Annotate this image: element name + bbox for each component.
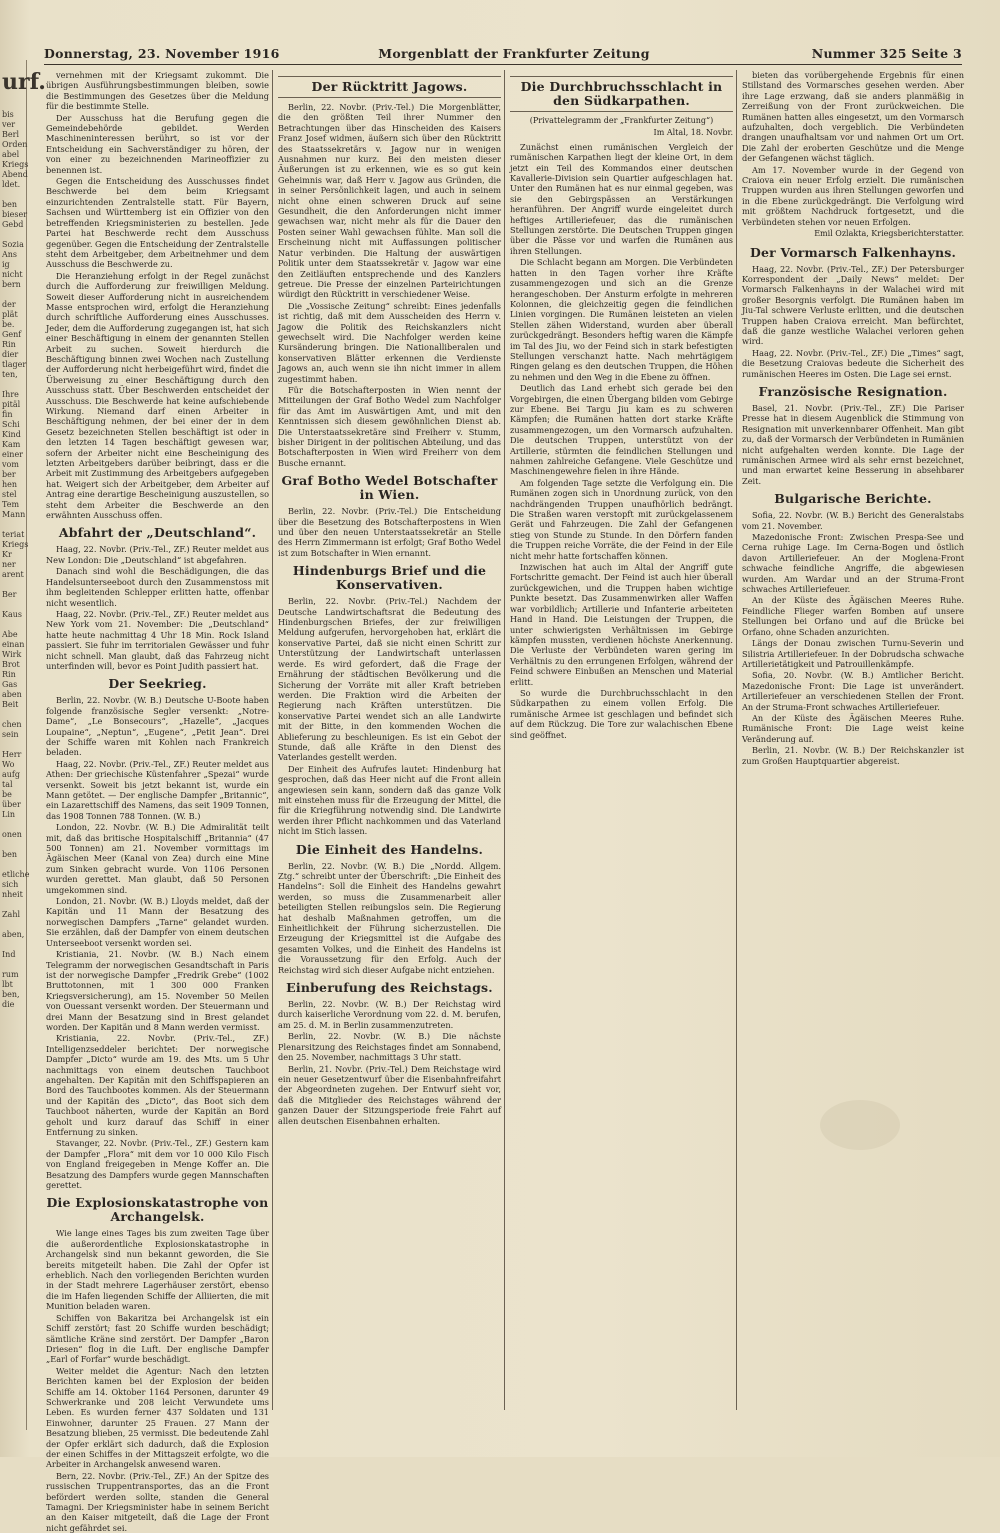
adjacent-page-fragment: tal xyxy=(2,780,13,789)
adjacent-page-fragment: Sozia xyxy=(2,240,24,249)
article-paragraph: Wie lange eines Tages bis zum zweiten Tage über die außerordentliche Explosionskatastrophe in Archangelsk sind nun bekannt geworden, die Sie bereits mitgeteilt haben. Die Zahl der Opfer ist erheblich. Nach den vorliegenden Berichten wurden in der Stadt mehrere Lagerhäuser zerstört, ebenso die im Hafen liegenden Schiffe der Alliierten, die mit Munition beladen waren. xyxy=(46,1228,269,1312)
article-paragraph: Haag, 22. Novbr. (Priv.-Tel., ZF.) Reuter meldet aus New York vom 21. November: Die „Deutschland“ hatte heute nachmittag 4 Uhr 18 Min. Rock Island passiert. Sie fuhr im territorialen Gewässer und fuhr nicht schnell. Man glaubt, daß das Fahrzeug nicht unterfinden will, bevor es Point Judith passiert hat. xyxy=(46,608,269,671)
adjacent-page-fragment: der xyxy=(2,300,16,309)
adjacent-page-fragment xyxy=(0,740,26,750)
adjacent-page-fragment: ig xyxy=(2,260,10,269)
adjacent-page-fragment: die xyxy=(2,1000,15,1009)
adjacent-page-fragment xyxy=(0,230,26,240)
adjacent-page-fragment: Ind xyxy=(2,950,16,959)
adjacent-page-fragment: Schi xyxy=(2,420,20,429)
adjacent-page-fragment: ldet. xyxy=(2,180,21,189)
adjacent-page-fragment xyxy=(0,380,26,390)
article-paragraph: Berlin, 22. Novbr. (Priv.-Tel.) Die Entscheidung über die Besetzung des Botschafterpostens in Wien und über den neuen Unterstaatssekretär an Stelle des Herrn Zimmermann ist erfolgt; Graf Botho Wedel ist zum Botschafter in Wien ernannt. xyxy=(278,506,501,558)
article-paragraph: Kristiania, 22. Novbr. (Priv.-Tel., ZF.) Intelligenzseddeler berichtet: Der norwegische Dampfer „Dicto“ wurde am 19. des Mts. um 5 Uhr nachmittags von einem deutschen Tauchboot angehalten. Der Kapitän mit den Schiffspapieren an Bord des Tauchbootes kommen. Als der Steuermann und der Kapitän des „Dicto“, das Boot sich dem Tauchboot näherten, wurde der Kapitän an Bord geholt und kurz darauf das Schiff in einer Entfernung zu sinken. xyxy=(46,1033,269,1137)
adjacent-page-fragment xyxy=(0,190,26,200)
adjacent-page-fragment: Zahl xyxy=(2,910,21,919)
article-paragraph: Haag, 22. Novbr. (Priv.-Tel., ZF.) Reuter meldet aus New London: Die „Deutschland“ ist abgefahren. xyxy=(46,544,269,565)
adjacent-page-fragment: Mann xyxy=(2,510,26,519)
adjacent-page-fragment: Kriegs xyxy=(2,540,29,549)
adjacent-page-fragment: etliche xyxy=(2,870,30,879)
article-paragraph: Haag, 22. Novbr. (Priv.-Tel., ZF.) Reuter meldet aus Athen: Der griechische Küstenfahrer „Spezai“ wurde versenkt. Soweit bis jetzt bekannt ist, wurde ein Mann getötet. — Der englische Dampfer „Britannic“, ein Lazarettschiff des Namens, das seit 1909 Tonnen, das 1908 Tonnen 788 Tonnen. (W. B.) xyxy=(46,758,269,821)
article-paragraph: Berlin, 22. Novbr. (W. B.) Die nächste Plenarsitzung des Reichstages findet am Sonnabend, den 25. November, nachmittags 3 Uhr statt. xyxy=(278,1031,501,1063)
article-paragraph: Berlin, 22. Novbr. (Priv.-Tel.) Nachdem der Deutsche Landwirtschaftsrat die Bedeutung des Hindenburgschen Briefes, der zur freiwilligen Meldung aufgerufen, hervorgehoben hat, erklärt die konservative Partei, daß sie nicht einen Schritt zur Unterstützung der Landwirtschaft unterlassen werde. Es wird gefordert, daß die Frage der Ernährung der städtischen Bevölkerung und die Sicherung der Vorräte mit aller Kraft betrieben werden. Die Fraktion wird die Arbeiten der Regierung nach Kräften unterstützen. Die konservative Partei wendet sich an alle Landwirte mit der Bitte, in den kommenden Wochen die Ablieferung zu beschleunigen. Es ist ein Gebot der Stunde, daß alle Kräfte in den Dienst des Vaterlandes gestellt werden. xyxy=(278,596,501,763)
adjacent-page-fragment: aufg xyxy=(2,770,21,779)
page-header xyxy=(44,44,962,65)
article-paragraph: Mazedonische Front: Zwischen Prespa-See und Cerna ruhige Lage. Im Cerna-Bogen und östlich davon Artilleriefeuer. An der Moglena-Front schwache feindliche Angriffe, die abgewiesen wurden. Am Wardar und an der Struma-Front schwaches Artilleriefeuer. xyxy=(742,532,964,595)
adjacent-page-fragment: Genf xyxy=(2,330,22,339)
adjacent-page-fragment: teriat xyxy=(2,530,25,539)
headline-ruecktritt-jagows: Der Rücktritt Jagows. xyxy=(278,76,501,98)
headline-graf-wedel: Graf Botho Wedel Botschafter in Wien. xyxy=(281,473,498,503)
adjacent-page-fragment: Abend xyxy=(2,170,28,179)
adjacent-page-fragment: arent xyxy=(2,570,24,579)
adjacent-page-fragment: Kaus xyxy=(2,610,23,619)
adjacent-page-fragment: dier xyxy=(2,350,19,359)
headline-einberufung-reichstag: Einberufung des Reichstags. xyxy=(286,980,493,996)
adjacent-page-fragment: stel xyxy=(2,490,17,499)
adjacent-page-fragment: aben, xyxy=(2,930,25,939)
article-paragraph: An der Küste des Ägäischen Meeres Ruhe. Rumänische Front: Die Lage weist keine Veränderung auf. xyxy=(742,712,964,744)
adjacent-page-fragment xyxy=(0,840,26,850)
adjacent-page-fragment: Herr xyxy=(2,750,22,759)
adjacent-page-fragment: über xyxy=(2,800,21,809)
article-paragraph: Schiffen von Bakaritza bei Archangelsk ist ein Schiff zerstört; fast 20 Schiffe wurden beschädigt; sämtliche Kräne sind zerstört. Der Dampfer „Baron Driesen“ flog in die Luft. Der englische Dampfer „Earl of Forfar“ wurde beschädigt. xyxy=(46,1312,269,1365)
article-paragraph: London, 22. Novbr. (W. B.) Die Admiralität teilt mit, daß das britische Hospitalschiff „Britannia“ (47 500 Tonnen) am 21. November vormittags im Ägäischen Meer (Kanal von Zea) durch eine Mine zum Sinken gebracht wurde. Von 1106 Personen wurden gerettet. Man glaubt, daß 50 Personen umgekommen sind. xyxy=(46,822,269,895)
article-paragraph: Sofia, 20. Novbr. (W. B.) Amtlicher Bericht. Mazedonische Front: Die Lage ist unverändert. Artilleriefeuer an verschiedenen Stellen der Front. An der Struma-Front schwaches Artilleriefeuer. xyxy=(742,670,964,712)
adjacent-page-fragment: ten, xyxy=(2,370,18,379)
column-3 xyxy=(510,70,733,1410)
article-paragraph: London, 21. Novbr. (W. B.) Lloyds meldet, daß der Kapitän und 11 Mann der Besatzung des norwegischen Dampfers „Tarne“ gelandet wurden. Sie erzählen, daß der Dampfer von einem deutschen Unterseeboot versenkt worden sei. xyxy=(46,896,269,948)
article-paragraph: Basel, 21. Novbr. (Priv.-Tel., ZF.) Die Pariser Presse hat in diesem Augenblick die Stimmung von Resignation mit unverkennbarer Offenheit. Man gibt zu, daß der Vormarsch der Verbündeten in Rumänien nicht aufgehalten werden konnte. Die Lage der rumänischen Armee wird als sehr ernst bezeichnet, und man erwartet keine Besserung in absehbarer Zeit. xyxy=(742,402,964,486)
article-paragraph: Die Schlacht begann am Morgen. Die Verbündeten hatten in den Tagen vorher ihre Kräfte zusammengezogen und sich an die Grenze herangeschoben. Der Ansturm erfolgte in mehreren Kolonnen, die gleichzeitig gegen die feindlichen Linien vorgingen. Die Rumänen leisteten an vielen Stellen zähen Widerstand, wurden aber überall zurückgedrängt. Besonders heftig waren die Kämpfe im Tal des Jiu, wo der Feind sich in stark befestigten Stellungen verschanzt hatte. Nach mehrtägigem Ringen gelang es den deutschen Truppen, die Höhen zu nehmen und den Weg in die Ebene zu öffnen. xyxy=(510,257,733,382)
adjacent-page-fragment: bis xyxy=(2,110,14,119)
header-page-number: Nummer 325 Seite 3 xyxy=(811,46,962,61)
adjacent-page-fragment: Abe xyxy=(2,630,18,639)
column-rule xyxy=(272,70,273,1410)
adjacent-page-fragment: pitäl xyxy=(2,400,21,409)
article-paragraph: An der Küste des Ägäischen Meeres Ruhe. Feindliche Flieger warfen Bomben auf unsere Stellungen bei Orfano und auf die Brücke bei Orfano, ohne Schaden anzurichten. xyxy=(742,595,964,637)
adjacent-page-fragment xyxy=(0,520,26,530)
article-paragraph: Berlin, 22. Novbr. (W. B.) Der Reichstag wird durch kaiserliche Verordnung vom 22. d. M. berufen, am 25. d. M. in Berlin zusammenzutreten. xyxy=(278,999,501,1030)
adjacent-page-fragment xyxy=(0,580,26,590)
article-paragraph: Inzwischen hat auch im Altal der Angriff gute Fortschritte gemacht. Der Feind ist auch hier überall zurückgewichen, und die Truppen haben wichtige Punkte besetzt. Das Zusammenwirken aller Waffen war vorbildlich; Artillerie und Infanterie arbeiteten Hand in Hand. Die Leistungen der Truppen, die unter schwierigsten Verhältnissen im Gebirge kämpfen mussten, verdienen höchste Anerkennung. Die Verluste der Verbündeten waren gering im Verhältnis zu den errungenen Erfolgen, während der Feind schwere Einbußen an Menschen und Material erlitt. xyxy=(510,562,733,687)
adjacent-page-fragment: abel xyxy=(2,150,20,159)
headline-franzoesische-resignation: Französische Resignation. xyxy=(758,383,948,399)
adjacent-page-fragment xyxy=(0,960,26,970)
adjacent-page-fragment: einer xyxy=(2,450,24,459)
article-paragraph: vernehmen mit der Kriegsamt zukommt. Die übrigen Ausführungsbestimmungen bleiben, sowie die Bestimmungen des Gesetzes über die Meldung für die bestimmte Stelle. xyxy=(46,70,269,112)
article-paragraph: Berlin, 21. Novbr. (Priv.-Tel.) Dem Reichstage wird ein neuer Gesetzentwurf über die Eisenbahnfreifahrt der Abgeordneten zugehen. Der Entwurf sieht vor, daß die Mitglieder des Reichstages während der ganzen Dauer der Sitzungsperiode freie Fahrt auf allen deutschen Eisenbahnen erhalten. xyxy=(278,1063,501,1126)
adjacent-page-fragment-title: urf. xyxy=(2,69,46,95)
article-paragraph: Längs der Donau zwischen Turnu-Severin und Silistria Artilleriefeuer. In der Dobrudscha schwache Artillerietätigkeit und Patrouillenkämpfe. xyxy=(742,638,964,669)
headline-abfahrt-deutschland: Abfahrt der „Deutschland“. xyxy=(58,525,257,541)
adjacent-page-fragment: Beit xyxy=(2,700,19,709)
column-2 xyxy=(278,70,501,1410)
article-paragraph: Für die Botschafterposten in Wien nennt der Mitteilungen der Graf Botho Wedel zum Nachfolger für das Amt im Auswärtigen Amt, und mit den Kenntnissen sich diesem gewöhnlichen Dienst ab. Die Unterstaatssekretäre sind Freiherr v. Stumm, bisher Dirigent in der politischen Abteilung, und das Botschafterposten in Wien wird Freiherr von dem Busche ernannt. xyxy=(278,384,501,468)
adjacent-page-fragment: fin xyxy=(2,410,13,419)
adjacent-page-fragment xyxy=(0,920,26,930)
article-paragraph: Haag, 22. Novbr. (Priv.-Tel., ZF.) Die „Times“ sagt, die Besetzung Craiovas bedeute die Sicherheit des rumänischen Heeres im Osten. Die Lage sei ernst. xyxy=(742,347,964,379)
adjacent-page-fragment xyxy=(0,600,26,610)
adjacent-page-fragment: Berl xyxy=(2,130,19,139)
adjacent-page-fragment: sich xyxy=(2,880,19,889)
adjacent-page-fragment: Tem xyxy=(2,500,20,509)
adjacent-page-fragment: bern xyxy=(2,280,21,289)
adjacent-page-fragment xyxy=(0,620,26,630)
headline-explosion-archangelsk: Die Explosionskatastrophe von Archangelsk. xyxy=(46,1195,269,1225)
adjacent-page-fragment: be. xyxy=(2,320,15,329)
article-paragraph: Am 17. November wurde in der Gegend von Craiova ein neuer Erfolg erzielt. Die rumänischen Truppen wurden aus ihren Stellungen geworfen und in die Ebene zurückgedrängt. Die Verfolgung wird mit größtem Nachdruck fortgesetzt, und die Verbündeten stehen vor neuen Erfolgen. xyxy=(742,164,964,227)
adjacent-page-fragment: Wirk xyxy=(2,650,22,659)
adjacent-page-fragment: Kam xyxy=(2,440,21,449)
headline-einheit-handelns: Die Einheit des Handelns. xyxy=(295,841,484,857)
adjacent-page-fragment: ben, xyxy=(2,990,20,999)
adjacent-page-fragment: Lin xyxy=(2,810,16,819)
column-rule xyxy=(736,70,737,1410)
article-paragraph: Bern, 22. Novbr. (Priv.-Tel., ZF.) An der Spitze des russischen Truppentransportes, das an die Front befördert werden sollte, standen die General Tamagni. Der Kriegsminister habe in seinem Bericht an den Kaiser mitgeteilt, daß die Lage der Front nicht gefährdet sei. xyxy=(46,1470,269,1533)
adjacent-page-fragment: nheit xyxy=(2,890,23,899)
adjacent-page-fragment: Kr xyxy=(2,550,12,559)
article-paragraph: Haag, 22. Novbr. (Priv.-Tel., ZF.) Der Petersburger Korrespondent der „Daily News“ meldet: Der Vormarsch Falkenhayns in der Walachei wird mit großer Besorgnis verfolgt. Die Rumänen haben im Jiu-Tal schwere Verluste erlitten, und die deutschen Truppen haben Craiova erreicht. Man befürchtet, daß die ganze westliche Walachei verloren gehen wird. xyxy=(742,263,964,347)
adjacent-page-fragment: nicht xyxy=(2,270,23,279)
adjacent-page-fragment xyxy=(0,900,26,910)
adjacent-page-fragment: onen xyxy=(2,830,22,839)
adjacent-page-fragment: vom xyxy=(2,460,19,469)
header-masthead: Morgenblatt der Frankfurter Zeitung xyxy=(378,46,650,61)
article-source-note: (Privattelegramm der „Frankfurter Zeitung“) xyxy=(529,116,714,125)
headline-hindenburgs-brief: Hindenburgs Brief und die Konservativen. xyxy=(292,563,487,593)
adjacent-page-fragment: tlager xyxy=(2,360,27,369)
adjacent-page-fragment: sein xyxy=(2,730,19,739)
article-paragraph: Berlin, 21. Novbr. (W. B.) Der Reichskanzler ist zum Großen Hauptquartier abgereist. xyxy=(742,745,964,766)
article-paragraph: Die „Vossische Zeitung“ schreibt: Eines jedenfalls ist richtig, daß mit dem Ausscheiden des Herrn v. Jagow die Politik des Reichskanzlers nicht gewechselt wird. Die Nachfolger werden keine Kursänderung bringen. Die Nationalliberalen und konservativen Blätter erkennen die Verdienste Jagows an, auch wenn sie ihn nicht immer in allem zugestimmt haben. xyxy=(278,300,501,384)
adjacent-page-fragment: ben xyxy=(2,200,18,209)
adjacent-page-fragment: hen xyxy=(2,480,18,489)
adjacent-page-fragment: plät xyxy=(2,310,18,319)
article-paragraph: Kristiania, 21. Novbr. (W. B.) Nach einem Telegramm der norwegischen Gesandtschaft in Paris ist der norwegische Dampfer „Fredrik Grebe“ (1002 Bruttotonnen, mit 1 300 000 Franken Kriegsversicherung), am 15. November 50 Meilen von Ouessant versenkt worden. Der Steuermann und drei Mann der Besatzung sind in Brest gelandet worden. Der Kapitän und 8 Mann werden vermisst. xyxy=(46,949,269,1032)
article-paragraph: Die Heranziehung erfolgt in der Regel zunächst durch die Aufforderung zur freiwilligen Meldung. Soweit dieser Aufforderung nicht in ausreichendem Masse entsprochen wird, erfolgt die Heranziehung durch schriftliche Aufforderung eines Ausschusses. Jeder, dem die Aufforderung zugegangen ist, hat sich einer Beschäftigung in einem der genannten Stellen Arbeit zu suchen. Soweit hierdurch die Beschäftigung binnen zwei Wochen nach Zustellung der Aufforderung nicht herbeigeführt wird, findet die Überweisung zu einer Beschäftigung durch den Ausschuss statt. Über Beschwerden entscheidet der Ausschuss. Die Beschwerde hat keine aufschiebende Wirkung. Niemand darf einen Arbeiter in Beschäftigung nehmen, der bei einer der in dem Gesetz bezeichneten Stellen beschäftigt ist oder in den letzten 14 Tagen beschäftigt gewesen war, sofern der Arbeiter nicht eine Bescheinigung des letzten Arbeitgebers darüber beibringt, dass er die Arbeit mit Zustimmung des Arbeitgebers aufgegeben hat. Weigert sich der Arbeitgeber, dem Arbeiter auf Antrag eine derartige Bescheinigung auszustellen, so steht dem Arbeiter die Beschwerde an den erwähnten Ausschuss offen. xyxy=(46,270,269,521)
headline-bulgarische-berichte: Bulgarische Berichte. xyxy=(774,491,932,507)
adjacent-page-fragment: Gas xyxy=(2,680,18,689)
article-paragraph: Stavanger, 22. Novbr. (Priv.-Tel., ZF.) Gestern kam der Dampfer „Flora“ mit dem vor 10 000 Kilo Fisch von England freigegeben in Menge Koffer an. Die Besatzung des Dampfers wurde gegen Mannschaften gerettet. xyxy=(46,1138,269,1191)
headline-vormarsch-falkenhayns: Der Vormarsch Falkenhayns. xyxy=(749,244,957,260)
article-paragraph: Berlin, 22. Novbr. (W. B.) Deutsche U-Boote haben folgende französische Segler versenkt: „Notre-Dame“, „Le Bonsecours“, „Hazelle“, „Jacques Loupaine“, „Neptun“, „Eugene“, „Petit Jean“. Drei der Schiffe waren mit Kohlen nach Frankreich beladen. xyxy=(46,695,269,758)
headline-seekrieg: Der Seekrieg. xyxy=(108,676,207,692)
adjacent-page-fragment: chen xyxy=(2,720,22,729)
adjacent-page-fragment: Gebd xyxy=(2,220,24,229)
adjacent-page-fragment xyxy=(0,860,26,870)
article-signature: Emil Ozlakta, Kriegsberichterstatter. xyxy=(814,229,964,239)
headline-durchbruchsschlacht: Die Durchbruchsschlacht in den Südkarpathen. xyxy=(510,76,733,112)
article-paragraph: Berlin, 22. Novbr. (Priv.-Tel.) Die Morgenblätter, die den größten Teil ihrer Nummer den Betrachtungen über das Hinscheiden des Kaisers Franz Josef widmen, äußern sich über den Rücktritt des Staatssekretärs v. Jagow nur in wenigen Ausnahmen nur kurz. Bei den meisten dieser Äußerungen ist zu erkennen, wie es so gut kein Geheimnis war, daß Herr v. Jagow aus Gründen, die in seiner Persönlichkeit lagen, und auch in seinem nicht ohne einen schweren Druck auf seine Gesundheit, die den Anforderungen nicht immer gewachsen war, nicht mehr als für die Dauer den Posten seiner Wahl gewachsen fühlte. Man soll die Erscheinung nicht mit Auffassungen politischer Natur verbinden. Die Haltung der auswärtigen Politik unter dem Staatssekretär v. Jagow war eine den Zeitläuften entsprechende und des Kanzlers getreue. Die Presse der einzelnen Parteirichtungen würdigt den Rücktritt in verschiedener Weise. xyxy=(278,102,501,300)
adjacent-page-fragment xyxy=(0,820,26,830)
column-1 xyxy=(46,70,269,1533)
header-date: Donnerstag, 23. November 1916 xyxy=(44,46,280,61)
adjacent-page-strip xyxy=(0,60,46,1430)
article-paragraph: Danach sind wohl die Beschädigungen, die das Handelsunterseeboot durch den Zusammenstoss mit ihm begleitenden Schlepper erlitten hatte, offenbar nicht wesentlich. xyxy=(46,566,269,608)
adjacent-page-fragments xyxy=(0,100,30,1010)
adjacent-page-fragment: Ber xyxy=(2,590,17,599)
article-paragraph: Berlin, 22. Novbr. (W. B.) Die „Nordd. Allgem. Ztg.“ schreibt unter der Überschrift: „Die Einheit des Handelns“: Soll die Einheit des Handelns gewahrt werden, so muss die Zusammenarbeit aller beteiligten Stellen reibungslos sein. Die Regierung hat deshalb Maßnahmen getroffen, um die Einheitlichkeit der Führung sicherzustellen. Die Erzeugung der Kriegsmittel ist die Aufgabe des gesamten Volkes, und die Einheit des Handelns ist die Voraussetzung für den Erfolg. Auch der Reichstag wird sich dieser Aufgabe nicht entziehen. xyxy=(278,860,501,975)
adjacent-page-fragment: aben xyxy=(2,690,22,699)
adjacent-page-fragment: Orden xyxy=(2,140,28,149)
adjacent-page-fragment: lbt xyxy=(2,980,13,989)
adjacent-page-fragment: bieser xyxy=(2,210,28,219)
adjacent-page-fragment: rum xyxy=(2,970,19,979)
adjacent-page-fragment xyxy=(0,710,26,720)
adjacent-page-fragment: ben xyxy=(2,850,18,859)
adjacent-page-fragment xyxy=(0,290,26,300)
column-rule xyxy=(504,70,505,1410)
adjacent-page-fragment: Kind xyxy=(2,430,21,439)
adjacent-page-fragment: ner xyxy=(2,560,16,569)
adjacent-page-fragment: Wo xyxy=(2,760,15,769)
column-4 xyxy=(742,70,964,1410)
article-paragraph: bieten das vorübergehende Ergebnis für einen Stillstand des Vormarsches gesehen werden. Aber ihre Lage erzwang, daß sie anders planmäßig in Zerreißung von der Front zurückweichen. Die Rumänen hatten alles eingesetzt, um den Vormarsch aufzuhalten, doch vergeblich. Die Verbündeten drangen unaufhaltsam vor und nahmen Ort um Ort. Die Zahl der eroberten Geschütze und die Menge der Gefangenen wächst täglich. xyxy=(742,70,964,164)
article-paragraph: Sofia, 22. Novbr. (W. B.) Bericht des Generalstabs vom 21. November. xyxy=(742,510,964,531)
article-paragraph: Gegen die Entscheidung des Ausschusses findet Beschwerde bei dem beim Kriegsamt einzurichtenden Zentralstelle statt. Für Bayern, Sachsen und Württemberg ist ein Offizier von den betreffenden Kriegsministerien zu bestellen. Jede Partei hat Beschwerde recht dem Ausschuss gegenüber. Gegen die Entscheidung der Zentralstelle steht dem Arbeitgeber, dem Arbeitnehmer und dem Ausschuss die Beschwerde zu. xyxy=(46,176,269,270)
article-paragraph: So wurde die Durchbruchsschlacht in den Südkarpathen zu einem vollen Erfolg. Die rumänische Armee ist geschlagen und befindet sich auf dem Rückzug. Die Tore zur walachischen Ebene sind geöffnet. xyxy=(510,687,733,740)
adjacent-page-fragment: ver xyxy=(2,120,16,129)
adjacent-page-fragment: Rin xyxy=(2,670,16,679)
article-paragraph: Der Einheit des Aufrufes lautet: Hindenburg hat gesprochen, daß das Heer nicht auf die Front allein angewiesen sein kann, sondern daß das ganze Volk mit einstehen muss für die Erzeugung der Mittel, die für die Kriegführung notwendig sind. Die Landwirte werden ihrer Pflicht nachkommen und das Vaterland nicht im Stich lassen. xyxy=(278,763,501,837)
article-paragraph: Weiter meldet die Agentur: Nach den letzten Berichten kamen bei der Explosion der beiden Schiffe am 14. Oktober 1164 Personen, darunter 49 Schwerkranke und 208 leicht Verwundete ums Leben. Es wurden ferner 437 Soldaten und 131 Einwohner, darunter 25 Frauen. 27 Mann der Besatzung blieben, 25 vermisst. Die bedeutende Zahl der Opfer erklärt sich dadurch, daß die Explosion der einen Schiffes in der Mittagszeit erfolgte, wo die Arbeiter in Archangelsk anwesend waren. xyxy=(46,1365,269,1470)
article-dateline: Im Altal, 18. Novbr. xyxy=(653,128,733,138)
article-paragraph: Am folgenden Tage setzte die Verfolgung ein. Die Rumänen zogen sich in Unordnung zurück, von den nachdrängenden Truppen unaufhörlich bedrängt. Die Straßen waren verstopft mit zurückgelassenem Gerät und Fahrzeugen. Die Zahl der Gefangenen stieg von Stunde zu Stunde. In den Dörfern fanden die Truppen reiche Vorräte, die der Feind in der Eile nicht mehr hatte fortschaffen können. xyxy=(510,477,733,561)
article-paragraph: Der Ausschuss hat die Berufung gegen die Gemeindebehörde gebildet. Werden Maschineninteressen berührt, so ist vor der Entscheidung ein Sachverständiger zu hören, der von einer zu bezeichnenden Marineoffizier zu benennen ist. xyxy=(46,112,269,175)
article-paragraph: Zunächst einen rumänischen Vergleich der rumänischen Karpathen liegt der kleine Ort, in dem jetzt ein Teil des Kommandos einer deutschen Kavallerie-Division sein Quartier aufgeschlagen hat. Unter den Rumänen hat es nur einmal gegeben, was sie den Gebirgspässen an Verstärkungen heranführen. Der Angriff wurde eingeleitet durch heftiges Artilleriefeuer, das die rumänischen Stellungen zerstörte. Die Deutschen Truppen gingen über die Pässe vor und warfen die Rumänen aus ihren Stellungen. xyxy=(510,141,733,256)
adjacent-page-fragment: Rin xyxy=(2,340,16,349)
adjacent-page-fragment: Ans xyxy=(2,250,18,259)
adjacent-page-fragment xyxy=(0,940,26,950)
adjacent-page-fragment: Kriegs xyxy=(2,160,29,169)
article-paragraph: Deutlich das Land erhebt sich gerade bei den Vorgebirgen, die einen Übergang bilden vom Gebirge zur Ebene. Bei Targu Jiu kam es zu schweren Kämpfen; die Rumänen hatten dort starke Kräfte zusammengezogen, um den Vormarsch aufzuhalten. Die deutschen Truppen, unterstützt von der Artillerie, stürmten die feindlichen Stellungen und nahmen zahlreiche Gefangene. Viele Geschütze und Maschinengewehre fielen in ihre Hände. xyxy=(510,383,733,477)
adjacent-page-fragment: Brot xyxy=(2,660,20,669)
adjacent-page-fragment: Ihre xyxy=(2,390,19,399)
adjacent-page-fragment xyxy=(0,100,26,110)
adjacent-page-fragment: einan xyxy=(2,640,25,649)
adjacent-page-fragment: ber xyxy=(2,470,16,479)
adjacent-page-fragment: be xyxy=(2,790,12,799)
